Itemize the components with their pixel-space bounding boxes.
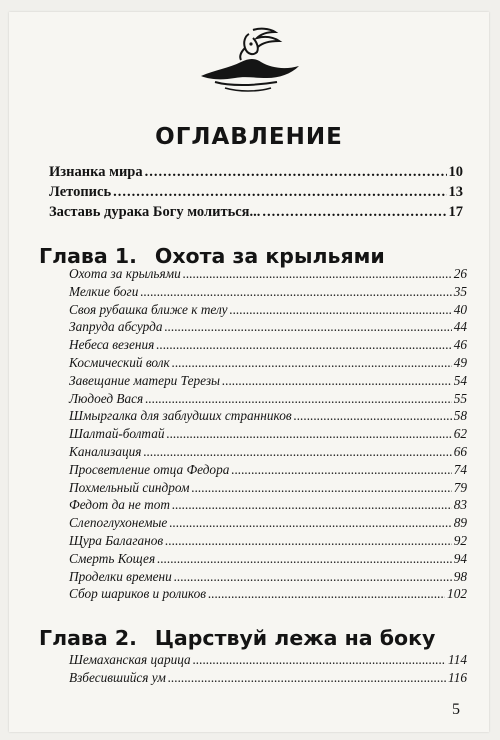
- entry-title: Мелкие боги: [69, 283, 139, 299]
- entry-page: 92: [453, 533, 467, 548]
- toc-entry[interactable]: [69, 551, 467, 568]
- toc-entry[interactable]: [69, 497, 467, 514]
- dot-leader: [165, 533, 452, 549]
- entry-page: 102: [447, 586, 467, 602]
- entry-title: Завещание матери Терезы: [69, 372, 221, 388]
- entry-page: 83: [453, 497, 467, 513]
- entry-page: 74: [453, 461, 467, 477]
- dot-leader: [294, 408, 452, 424]
- toc-entry-front-3[interactable]: [49, 204, 463, 222]
- dot-leader: [168, 670, 446, 686]
- dot-leader: [143, 444, 451, 460]
- entry-title: Канализация: [69, 444, 142, 459]
- dot-leader: [156, 337, 451, 353]
- toc-entry[interactable]: [69, 391, 467, 408]
- toc-entry[interactable]: [69, 670, 467, 687]
- toc-entry[interactable]: [69, 444, 467, 461]
- toc-entry[interactable]: [69, 373, 467, 390]
- dot-leader: [174, 569, 452, 585]
- entry-title: Похмельный синдром: [69, 479, 190, 495]
- entry-title: Смерть Кощея: [69, 550, 156, 566]
- entry-title: Людоед Вася: [69, 390, 144, 406]
- entry-title: Взбесившийся ум: [69, 670, 166, 685]
- page-number: 5: [452, 701, 460, 718]
- chapter-title: Царствуй лежа на боку: [154, 626, 436, 650]
- entry-page: 17: [448, 204, 463, 220]
- toc-heading: ОГЛАВЛЕНИЕ: [155, 124, 343, 150]
- dot-leader: [164, 319, 451, 335]
- book-page: [9, 12, 489, 732]
- toc-entry[interactable]: [69, 515, 467, 532]
- dot-leader: [140, 284, 451, 300]
- entry-title: Шалтай-болтай: [69, 426, 165, 442]
- chapter-label: Глава 1.: [39, 244, 137, 268]
- toc-entry[interactable]: [69, 355, 467, 372]
- dot-leader: [208, 586, 445, 602]
- entry-title: Изнанка мира: [49, 164, 143, 180]
- dot-leader: [167, 426, 452, 442]
- entry-title: Космический волк: [69, 355, 170, 370]
- entry-page: 54: [453, 372, 467, 388]
- entry-title: Шмыргалка для заблудших странников: [69, 408, 292, 424]
- entry-title: Просветление отца Федора: [69, 461, 230, 477]
- entry-page: 58: [453, 408, 467, 424]
- toc-entry-front-2[interactable]: [49, 184, 463, 202]
- entry-page: 40: [453, 301, 467, 317]
- entry-page: 98: [453, 568, 467, 584]
- toc-entry[interactable]: [69, 266, 467, 283]
- dot-leader: [172, 497, 452, 513]
- dot-leader: [183, 266, 452, 282]
- entry-page: 94: [453, 550, 467, 566]
- dot-leader: [113, 184, 446, 201]
- dot-leader: [157, 551, 452, 567]
- entry-page: 13: [448, 184, 463, 200]
- entry-title: Щура Балаганов: [69, 533, 164, 548]
- chapter-2-heading[interactable]: [39, 626, 435, 650]
- entry-title: Заставь дурака Богу молиться...: [49, 204, 261, 220]
- entry-title: Шемаханская царица: [69, 652, 191, 667]
- entry-page: 46: [453, 337, 467, 353]
- entry-title: Сбор шариков и роликов: [69, 586, 207, 602]
- entry-title: Слепоглухонемые: [69, 515, 168, 531]
- entry-page: 10: [448, 164, 463, 180]
- entry-page: 79: [453, 479, 467, 495]
- dot-leader: [222, 373, 452, 389]
- entry-title: Федот да не тот: [69, 497, 170, 513]
- dot-leader: [145, 391, 451, 407]
- chapter-1-heading[interactable]: [39, 244, 385, 268]
- dot-leader: [145, 164, 447, 181]
- toc-entry[interactable]: [69, 319, 467, 336]
- toc-entry[interactable]: [69, 533, 467, 550]
- dot-leader: [193, 652, 446, 668]
- dot-leader: [192, 480, 452, 496]
- dot-leader: [231, 462, 451, 478]
- toc-entry[interactable]: [69, 569, 467, 586]
- entry-page: 114: [448, 652, 467, 667]
- entry-page: 116: [448, 670, 467, 685]
- entry-page: 44: [453, 319, 467, 335]
- toc-entry[interactable]: [69, 586, 467, 603]
- dot-leader: [172, 355, 452, 371]
- toc-entry[interactable]: [69, 408, 467, 425]
- dot-leader: [169, 515, 451, 531]
- entry-page: 35: [453, 283, 467, 299]
- bird-emblem-icon: [195, 26, 305, 94]
- toc-entry[interactable]: [69, 480, 467, 497]
- entry-title: Запруда абсурда: [69, 319, 163, 335]
- entry-title: Летопись: [49, 184, 112, 200]
- entry-page: 55: [453, 390, 467, 406]
- chapter-label: Глава 2.: [39, 626, 137, 650]
- entry-page: 62: [453, 426, 467, 442]
- entry-page: 49: [453, 355, 467, 370]
- toc-entry[interactable]: [69, 337, 467, 354]
- toc-entry[interactable]: [69, 284, 467, 301]
- toc-entry[interactable]: [69, 302, 467, 319]
- toc-entry-front-1[interactable]: [49, 164, 463, 182]
- dot-leader: [230, 302, 452, 318]
- entry-page: 26: [453, 266, 467, 281]
- toc-entry[interactable]: [69, 652, 467, 669]
- entry-title: Охота за крыльями: [69, 266, 181, 281]
- toc-entry[interactable]: [69, 426, 467, 443]
- chapter-title: Охота за крыльями: [154, 244, 385, 268]
- entry-title: Проделки времени: [69, 568, 172, 584]
- entry-page: 89: [453, 515, 467, 531]
- entry-title: Своя рубашка ближе к телу: [69, 301, 228, 317]
- entry-page: 66: [453, 444, 467, 459]
- dot-leader: [262, 204, 446, 221]
- toc-entry[interactable]: [69, 462, 467, 479]
- entry-title: Небеса везения: [69, 337, 155, 353]
